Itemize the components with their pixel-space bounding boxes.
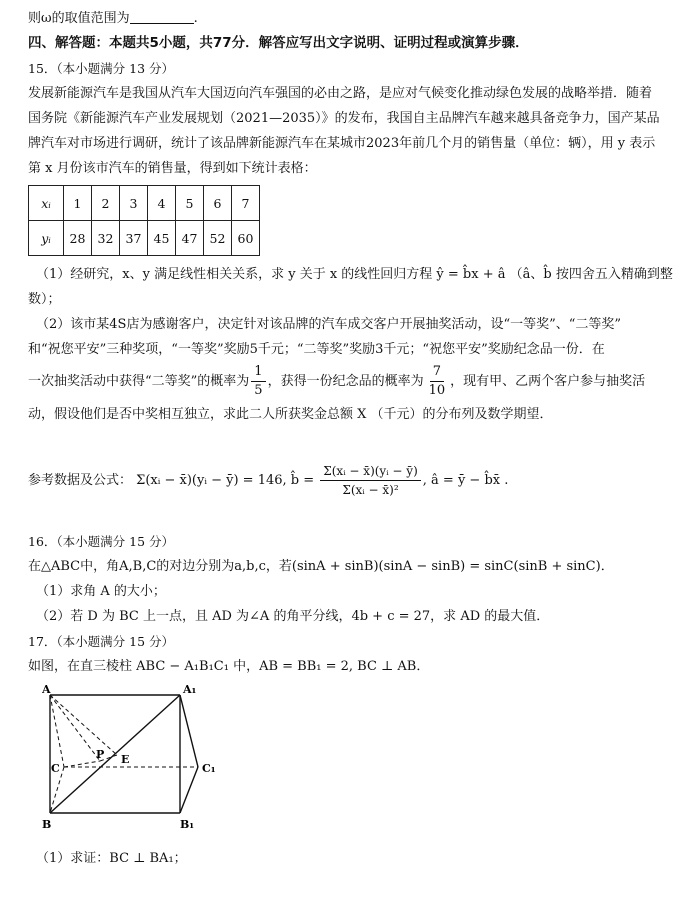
segment-A-P: [50, 695, 100, 761]
b-hat-fraction: [320, 462, 421, 499]
section-heading: 四、解答题：本题共5小题，共77分．解答应写出文字说明、证明过程或演算步骤．: [28, 35, 529, 51]
q15-part2-line-2: 和“祝您平安”三种奖项，“一等奖”奖励5千元；“二等奖”奖励3千元；“祝您平安”奖励纪念品一份．在: [28, 342, 605, 357]
label-A: A: [42, 685, 51, 696]
label-E: E: [121, 753, 130, 766]
label-B: B: [42, 818, 52, 831]
frac-den: 10: [428, 383, 446, 398]
q15-part2-line-4: 动，假设他们是否中奖相互独立，求此二人所获奖金总额 X （千元）的分布列及数学期望．: [28, 407, 553, 422]
table-cell: 4: [148, 186, 176, 221]
b-hat-numerator: Σ(xᵢ − x̄)(yᵢ − ȳ): [320, 462, 421, 481]
label-C1: C₁: [202, 762, 216, 775]
q16-stem: 在△ABC中，角A,B,C的对边分别为a,b,c，若(sinA + sinB)(sinA − sinB) = sinC(sinB + sinC)．: [28, 559, 614, 574]
prob-text-3: ，现有甲、乙两个客户参与抽奖活: [450, 374, 646, 389]
prism-figure: [42, 685, 242, 840]
q16-header: 16．（本小题满分 15 分）: [28, 534, 175, 549]
label-A1: A₁: [183, 685, 197, 696]
table-cell: 37: [120, 221, 148, 256]
q16-part2: （2）若 D 为 BC 上一点，且 AD 为∠A 的角平分线，4b + c = 27，求 AD 的最大值．: [36, 609, 550, 624]
q15-part2-line-1: （2）该市某4S店为感谢客户，决定针对该品牌的汽车成交客户开展抽奖活动，设“一等奖”、“二等奖”: [36, 317, 622, 332]
table-cell: 52: [204, 221, 232, 256]
table-cell: 6: [204, 186, 232, 221]
q15-part1-line-1: （1）经研究，x、y 满足线性相关关系，求 y 关于 x 的线性回归方程 ŷ = b̂x + â （â、b̂ 按四舍五入精确到整: [36, 267, 673, 282]
tail-text: 则ω的取值范围为: [28, 11, 130, 26]
b-hat-denominator: Σ(xᵢ − x̄)²: [342, 482, 399, 497]
q16-part1: （1）求角 A 的大小；: [36, 584, 166, 599]
q15-para-line-2: 国务院《新能源汽车产业发展规划（2021—2035）》的发布，我国自主品牌汽车越来越具备竞争力，国产某品: [28, 111, 660, 126]
frac-num: 7: [430, 363, 444, 382]
label-C: C: [51, 762, 60, 775]
segment-C-P: [64, 761, 100, 767]
label-B1: B₁: [180, 818, 195, 831]
table-cell: 1: [64, 186, 92, 221]
a-hat-formula: , â = ȳ − b̂x̄ .: [422, 472, 509, 488]
table-header-y: yᵢ: [29, 221, 64, 256]
table-cell: 28: [64, 221, 92, 256]
frac-den: 5: [254, 383, 263, 398]
ref-label: 参考数据及公式：: [28, 472, 133, 488]
fraction-seven-tenths: [426, 363, 449, 400]
table-cell: 7: [232, 186, 260, 221]
table-header-x: xᵢ: [29, 186, 64, 221]
table-cell: 3: [120, 186, 148, 221]
table-cell: 45: [148, 221, 176, 256]
ref-sum: Σ(xᵢ − x̄)(yᵢ − ȳ) = 146, b̂ =: [136, 472, 315, 488]
previous-question-tail: [28, 6, 678, 31]
reference-formula: [28, 435, 678, 525]
table-cell: 32: [92, 221, 120, 256]
table-cell: 60: [232, 221, 260, 256]
q15-para-line-3: 牌汽车对市场进行调研，统计了该品牌新能源汽车在某城市2023年前几个月的销售量（单位：辆），用 y 表示: [28, 136, 656, 151]
edge-B-A1: [50, 695, 180, 813]
q15-para-line-4: 第 x 月份该市汽车的销售量，得到如下统计表格：: [28, 161, 317, 176]
table-row-y: [29, 221, 260, 256]
table-cell: 5: [176, 186, 204, 221]
fraction-one-fifth: [251, 363, 265, 400]
sales-table: [28, 185, 260, 256]
edge-A1-C1: [180, 695, 198, 767]
prob-text-1: 一次抽奖活动中获得“二等奖”的概率为: [28, 374, 250, 389]
edge-C1-B1: [180, 767, 198, 813]
table-row-x: [29, 186, 260, 221]
prob-text-2: ，获得一份纪念品的概率为: [267, 374, 424, 389]
label-P: P: [96, 748, 105, 761]
q17-stem: 如图，在直三棱柱 ABC − A₁B₁C₁ 中，AB = BB₁ = 2, BC ⊥ AB．: [28, 659, 430, 674]
frac-num: 1: [251, 363, 265, 382]
table-cell: 2: [92, 186, 120, 221]
q17-header: 17．（本小题满分 15 分）: [28, 634, 175, 649]
table-cell: 47: [176, 221, 204, 256]
q15-part1-line-2: 数）；: [28, 292, 61, 307]
answer-blank: [130, 9, 194, 24]
q15-header: 15．（本小题满分 13 分）: [28, 61, 175, 76]
q15-para-line-1: 发展新能源汽车是我国从汽车大国迈向汽车强国的必由之路，是应对气候变化推动绿色发展的战略举措．随着: [28, 86, 653, 101]
tail-period: .: [193, 11, 198, 26]
q15-part2-line-3: [28, 362, 678, 402]
q17-part1: （1）求证：BC ⊥ BA₁；: [36, 851, 187, 866]
